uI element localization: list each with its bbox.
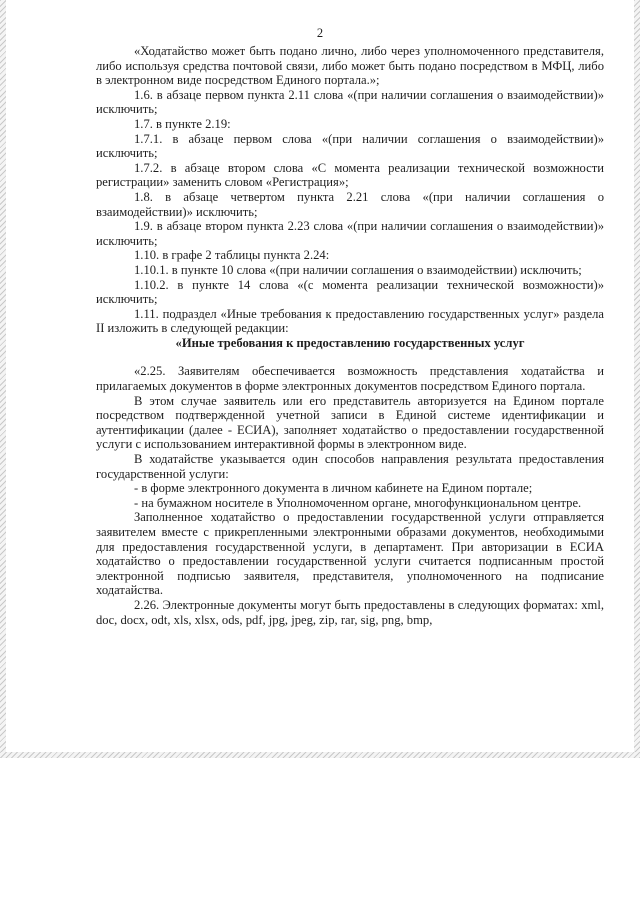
paragraph-submission-signature: Заполненное ходатайство о предоставлении государственной услуги отправляется заявителем вместе с прикрепленными электронными образами документов, необходимыми для предоставления государственной услуги, в департамент. При авторизации в ЕСИА ходатайство о предоставлении государственной услуги считается подписанным простой электронной подписью заявителя, представителя, уполномоченного на подписание ходатайства.: [96, 510, 604, 598]
page-number: 2: [316, 26, 324, 40]
paragraph-1-7-1: 1.7.1. в абзаце первом слова «(при наличии соглашения о взаимодействии)» исключить;: [96, 131, 604, 161]
page-border-left: [0, 0, 6, 758]
paragraph-1-10-2: 1.10.2. в пункте 14 слова «(с момента реализации технической возможности)» исключить;: [96, 277, 604, 307]
paragraph-2-25: «2.25. Заявителям обеспечивается возможность представления ходатайства и прилагаемых документов в форме электронных документов посредством Единого портала.: [96, 364, 604, 394]
paragraph-1-10-1: 1.10.1. в пункте 10 слова «(при наличии соглашения о взаимодействии) исключить;: [134, 262, 582, 277]
paragraph-2-26: 2.26. Электронные документы могут быть предоставлены в следующих форматах: xml, doc, docx, odt, xls, xlsx, ods, pdf, jpg, jpeg, zip, rar, sig, png, bmp,: [96, 597, 604, 627]
paragraph-1-10: 1.10. в графе 2 таблицы пункта 2.24:: [134, 248, 330, 263]
paragraph-1-7: 1.7. в пункте 2.19:: [134, 116, 231, 131]
page-border-bottom: [0, 752, 640, 758]
list-item-electronic: - в форме электронного документа в личном кабинете на Едином портале;: [134, 481, 533, 496]
document-body: [96, 44, 604, 627]
paragraph-1-7-2: 1.7.2. в абзаце втором слова «С момента реализации технической возможности регистрации» заменить словом «Регистрация»;: [96, 160, 604, 190]
paragraph-1-8: 1.8. в абзаце четвертом пункта 2.21 слова «(при наличии соглашения о взаимодействии)» исключить;: [96, 189, 604, 219]
paragraph-1-6: 1.6. в абзаце первом пункта 2.11 слова «(при наличии соглашения о взаимодействии)» исключить;: [96, 87, 604, 117]
list-item-paper: - на бумажном носителе в Уполномоченном органе, многофункциональном центре.: [134, 495, 582, 510]
paragraph-esia-authorization: В этом случае заявитель или его представитель авторизуется на Едином портале посредством подтвержденной учетной записи в Единой системе идентификации и аутентификации (далее - ЕСИА), заполняет ходатайство о предоставлении государственной услуги с использованием интерактивной формы в электронном виде.: [96, 393, 604, 452]
page-border-right: [634, 0, 640, 758]
paragraph-result-methods: В ходатайстве указывается один способов направления результата предоставления государственной услуги:: [96, 452, 604, 481]
paragraph-1-11: 1.11. подраздел «Иные требования к предоставлению государственных услуг» раздела II изложить в следующей редакции:: [96, 306, 604, 336]
paragraph-1-9: 1.9. в абзаце втором пункта 2.23 слова «(при наличии соглашения о взаимодействии)» исключить;: [96, 219, 604, 248]
paragraph-quote-submission: «Ходатайство может быть подано лично, либо через уполномоченного представителя, либо используя средства почтовой связи, либо может быть подано посредством в МФЦ, либо в электронном виде посредством Единого портала.»;: [96, 44, 604, 88]
section-heading: «Иные требования к предоставлению государственных услуг: [175, 335, 525, 350]
